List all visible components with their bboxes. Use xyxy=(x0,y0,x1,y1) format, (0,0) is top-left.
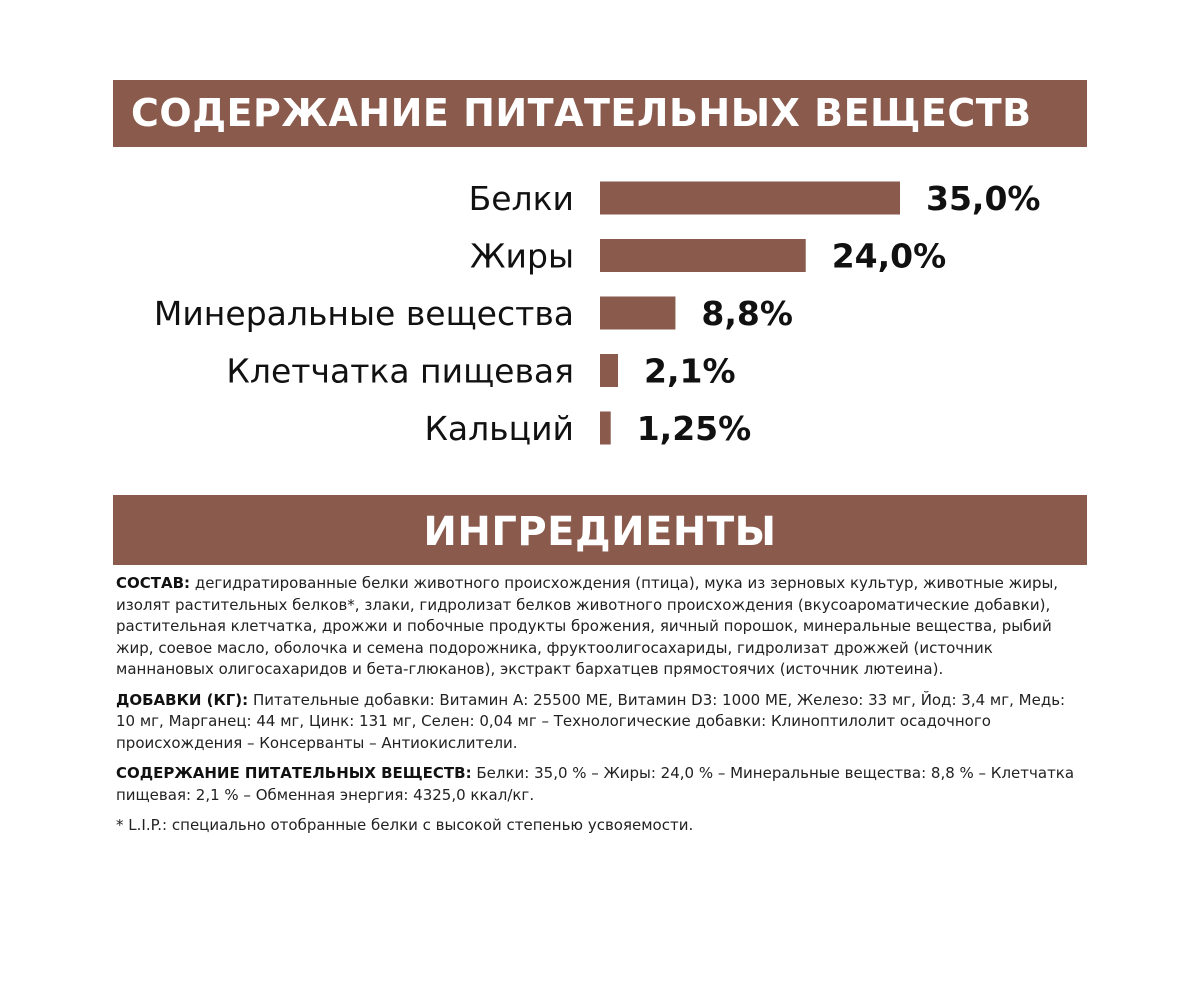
composition-paragraph xyxy=(116,573,1086,681)
bar-value-label: 1,25% xyxy=(636,409,752,448)
bar xyxy=(600,239,806,272)
additives-text: Питательные добавки: Витамин А: 25500 МЕ, Витамин D3: 1000 МЕ, Железо: 33 мг, Йод: 3,4 мг, Медь: 10 мг, Марганец: 44 мг, Цинк: 131 мг, Селен: 0,04 мг – Технологические добавки: Клиноптилолит осадочного происхождения – Консерванты – Антиокислители. xyxy=(116,690,1066,752)
ingredients-title: ИНГРЕДИЕНТЫ xyxy=(423,509,777,555)
ingredients-text-block xyxy=(116,573,1086,846)
bar xyxy=(600,412,611,445)
bar xyxy=(600,354,618,387)
nutrient-bar-chart xyxy=(0,160,1200,460)
bar-category-label: Жиры xyxy=(470,236,574,276)
nutrients-label: СОДЕРЖАНИЕ ПИТАТЕЛЬНЫХ ВЕЩЕСТВ: xyxy=(116,764,472,782)
bar-value-label: 2,1% xyxy=(644,351,736,391)
additives-paragraph xyxy=(116,690,1086,755)
composition-text: дегидратированные белки животного происхождения (птица), мука из зерновых культур, животные жиры, изолят растительных белков*, злаки, гидролизат белков животного происхождения (вкусоароматические добавки), растительная клетчатка, дрожжи и побочные продукты брожения, яичный порошок, минеральные вещества, рыбий жир, соевое масло, оболочка и семена подорожника, фруктоолигосахариды, гидролизат дрожжей (источник маннановых олигосахаридов и бета-глюканов), экстракт бархатцев прямостоячих (источник лютеина). xyxy=(116,574,1059,678)
bar-value-label: 8,8% xyxy=(701,294,793,333)
bar-category-label: Кальций xyxy=(424,409,574,448)
nutrients-paragraph xyxy=(116,763,1086,806)
bar-category-label: Клетчатка пищевая xyxy=(226,351,574,391)
bar-category-label: Белки xyxy=(468,179,574,218)
footnote: * L.I.P.: специально отобранные белки с высокой степенью усвояемости. xyxy=(116,816,694,834)
nutrients-text: Белки: 35,0 % – Жиры: 24,0 % – Минеральные вещества: 8,8 % – Клетчатка пищевая: 2,1 % – Обменная энергия: 4325,0 ккал/кг. xyxy=(116,764,1075,804)
bar xyxy=(600,182,900,215)
bar-value-label: 35,0% xyxy=(926,179,1041,218)
nutrients-title: СОДЕРЖАНИЕ ПИТАТЕЛЬНЫХ ВЕЩЕСТВ xyxy=(131,91,1032,135)
bar-value-label: 24,0% xyxy=(831,236,947,276)
nutrients-header xyxy=(113,80,1087,147)
ingredients-header xyxy=(113,495,1087,565)
composition-label: СОСТАВ: xyxy=(116,574,191,592)
bar xyxy=(600,297,675,330)
bar-category-label: Минеральные вещества xyxy=(153,294,574,333)
additives-label: ДОБАВКИ (КГ): xyxy=(116,690,249,709)
